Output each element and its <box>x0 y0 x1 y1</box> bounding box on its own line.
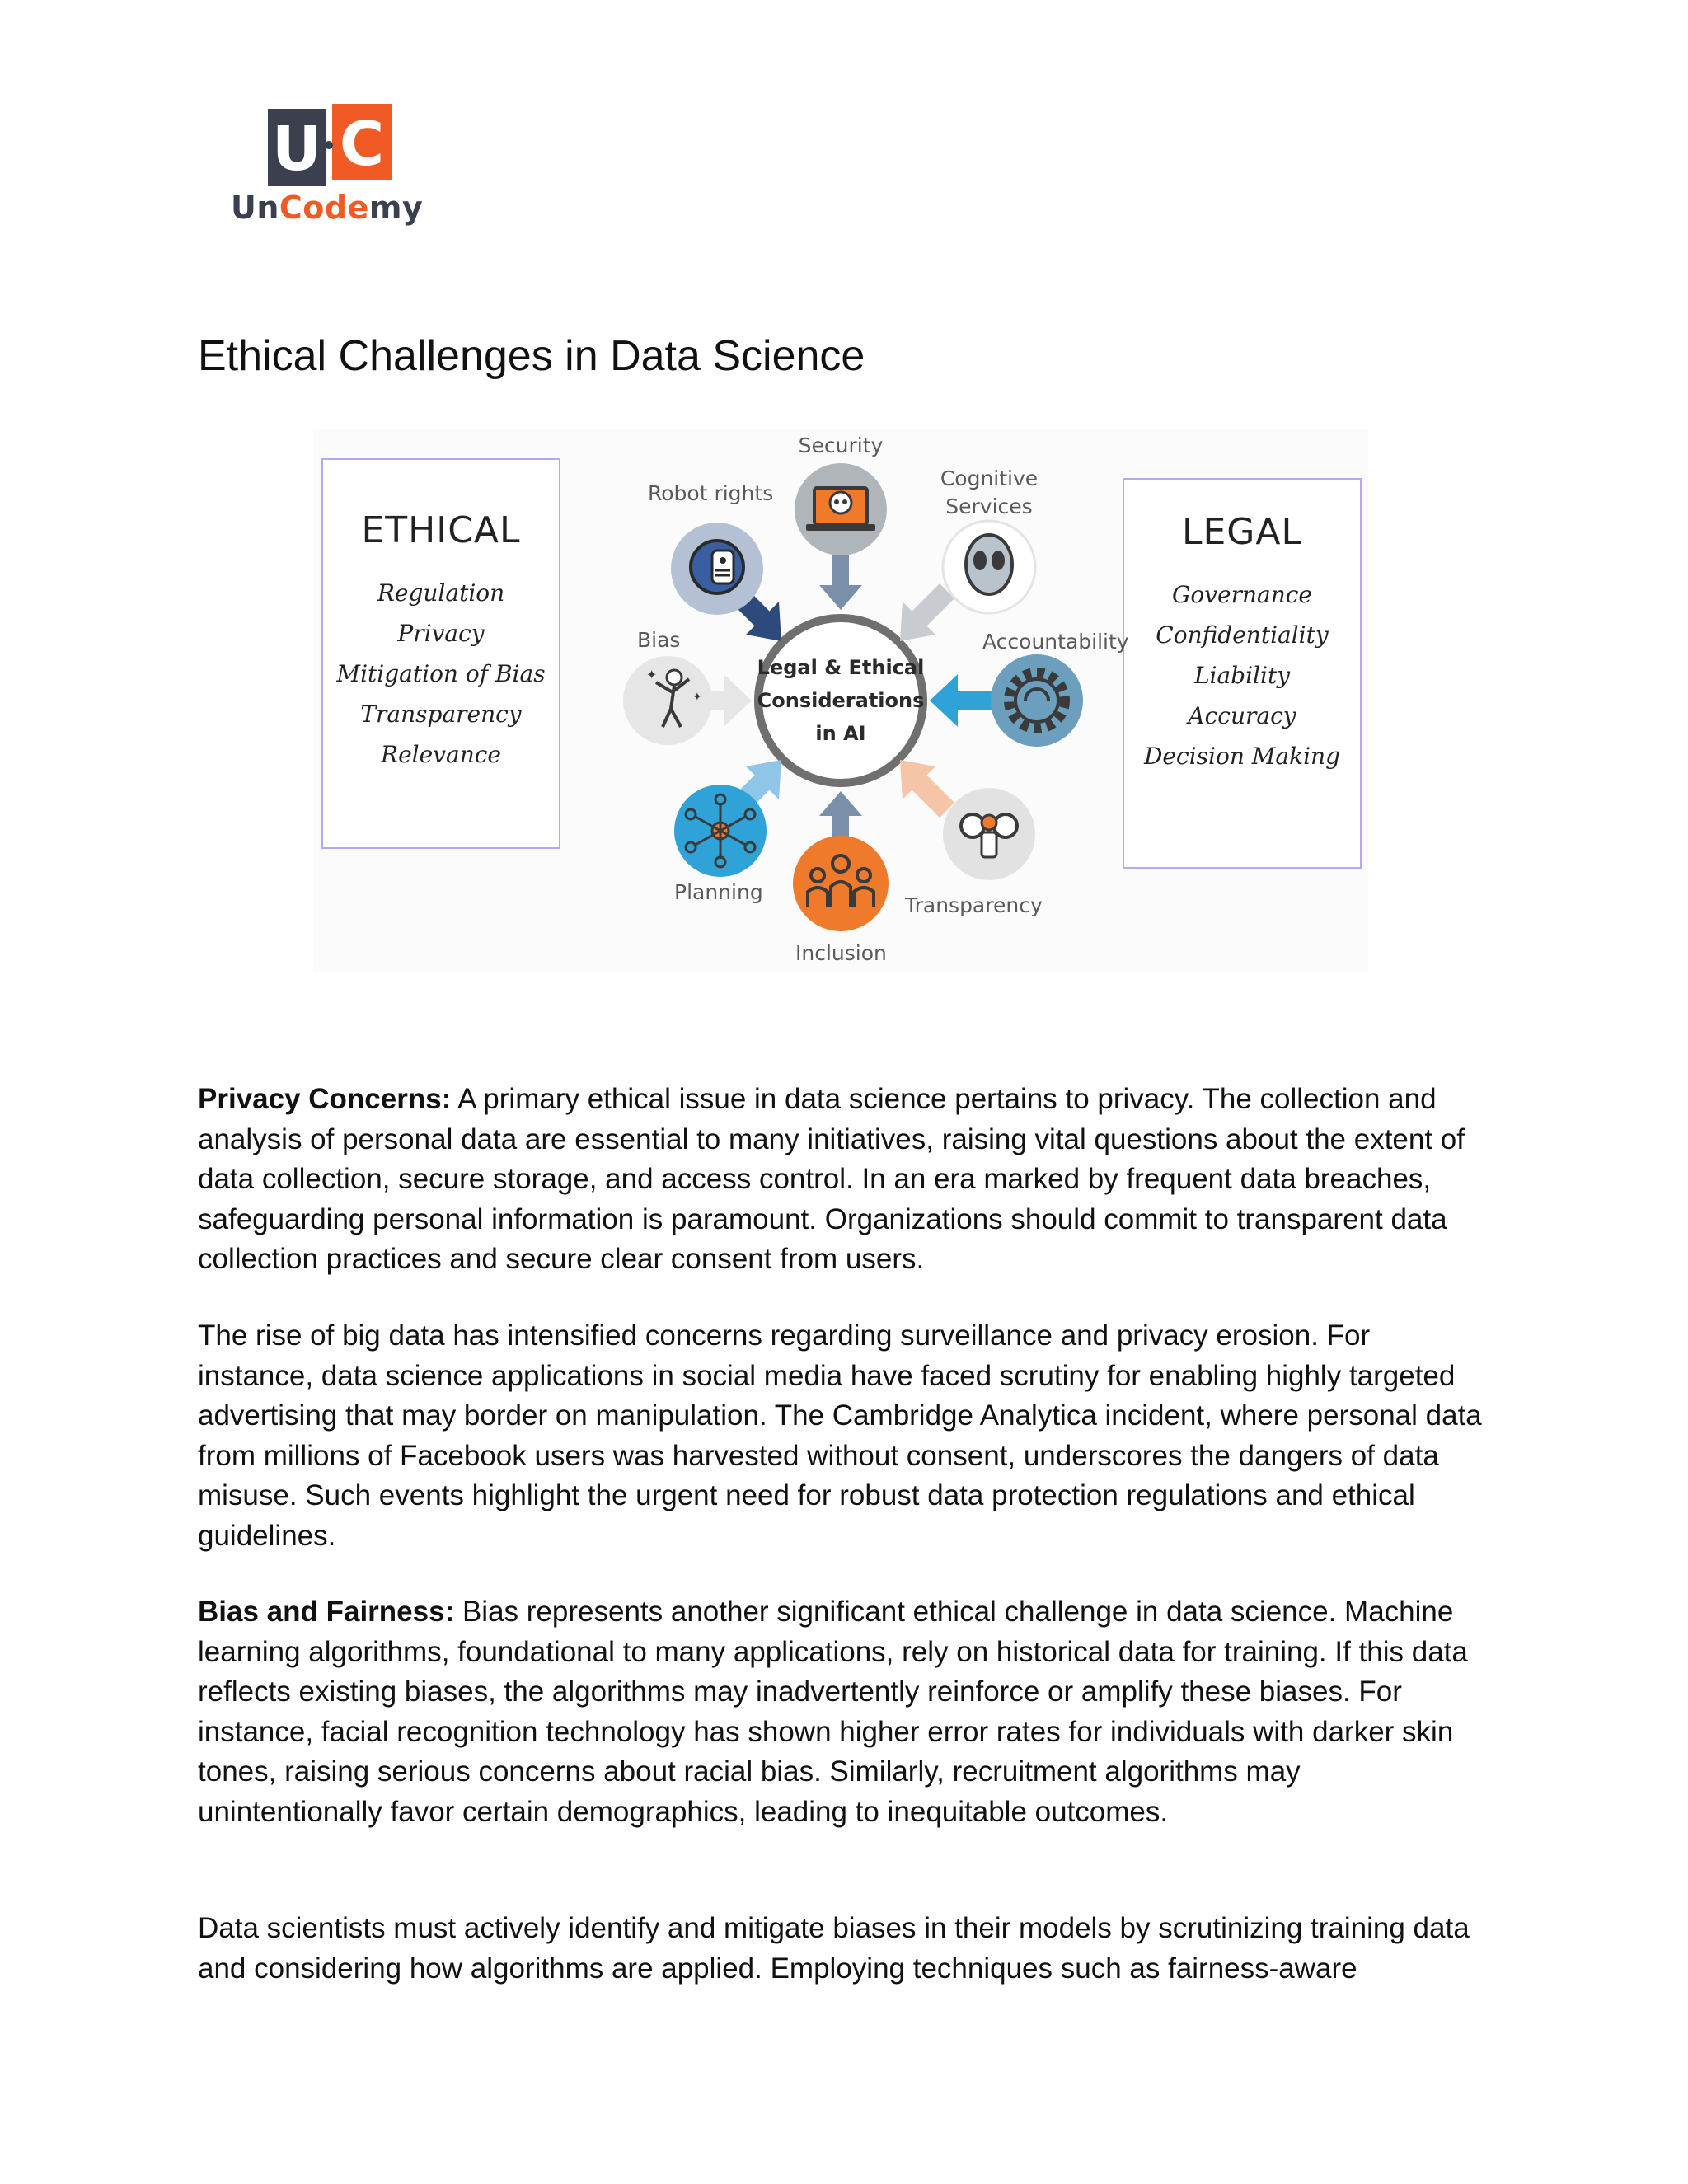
svg-text:✦: ✦ <box>646 667 658 682</box>
ethical-heading: ETHICAL <box>361 509 521 551</box>
logo-mark-u: U <box>271 114 322 185</box>
logo-mark-dot <box>325 141 333 149</box>
skull-laptop-icon <box>795 463 887 555</box>
logo-mark <box>268 104 392 186</box>
label-cognitive-services <box>933 465 1045 521</box>
page-title: Ethical Challenges in Data Science <box>198 332 865 380</box>
label-inclusion: Inclusion <box>795 941 887 965</box>
robot-head-icon <box>671 523 763 615</box>
logo-wordmark <box>231 190 423 226</box>
legal-item: Accuracy <box>1188 702 1296 729</box>
ethical-item: Privacy <box>397 620 485 647</box>
legal-item: Liability <box>1193 662 1291 689</box>
gear-cycle-icon <box>991 654 1083 747</box>
ethical-item: Regulation <box>377 579 505 607</box>
center-label-line: Considerations <box>757 689 925 712</box>
arrow-security <box>819 554 862 610</box>
paragraph-lead: Bias and Fairness: <box>198 1596 455 1628</box>
legal-item: Decision Making <box>1143 743 1340 770</box>
uncodemy-logo <box>228 102 426 234</box>
arrow-cognitive <box>900 583 954 641</box>
label-cognitive-line2: Services <box>945 494 1033 518</box>
center-label-line: Legal & Ethical <box>757 656 925 679</box>
center-label <box>742 651 940 750</box>
paragraph-privacy <box>198 1080 1492 1280</box>
logo-word-un: Un <box>231 190 279 226</box>
people-group-icon <box>793 836 889 931</box>
gears-person-icon <box>943 788 1035 880</box>
ethical-item: Transparency <box>360 701 522 728</box>
legal-item: Governance <box>1171 581 1312 608</box>
label-accountability: Accountability <box>982 630 1129 654</box>
legal-heading: LEGAL <box>1181 511 1303 553</box>
label-security: Security <box>798 434 884 457</box>
legal-box <box>1123 478 1362 869</box>
paragraph-text: A primary ethical issue in data science pertains to privacy. The collection and analysis of personal data are essential to many initiatives, raising vital questions about the extent of data collection, secure storage, and access control. In an era marked by frequent data breaches, safeguarding personal information is paramount. Organizations should commit to transparent data collection practices and secure clear consent from users. <box>198 1083 1465 1275</box>
label-transparency: Transparency <box>905 893 1043 917</box>
ethical-box <box>321 458 560 849</box>
paragraph-mitigation <box>198 1909 1492 1989</box>
label-robot-rights: Robot rights <box>648 481 774 505</box>
alien-icon <box>943 521 1035 613</box>
paragraph-big-data <box>198 1316 1492 1556</box>
label-planning: Planning <box>674 880 763 904</box>
label-bias: Bias <box>637 628 681 652</box>
logo-word-my: my <box>368 190 424 226</box>
label-cognitive-line1: Cognitive <box>940 466 1039 490</box>
paragraph-bias <box>198 1592 1492 1832</box>
center-label-line: in AI <box>815 722 866 745</box>
svg-text:✦: ✦ <box>692 691 702 704</box>
arrow-transparency <box>900 760 954 818</box>
logo-mark-c: C <box>339 109 385 180</box>
paragraph-text: The rise of big data has intensified concerns regarding surveillance and privacy erosion. For instance, data science applications in social media have faced scrutiny for enabling highly targeted advertising that may border on manipulation. The Cambridge Analytica incident, where personal data from millions of Facebook users was harvested without consent, underscores the dangers of data misuse. Such events highlight the urgent need for robust data protection regulations and ethical guidelines. <box>198 1319 1482 1552</box>
network-people-icon <box>674 785 767 877</box>
ethics-diagram <box>313 429 1368 972</box>
paragraph-text: Bias represents another significant ethical challenge in data science. Machine learning algorithms, foundational to many applications, rely on historical data for training. If this data reflects existing biases, the algorithms may inadvertently reinforce or amplify these biases. For instance, facial recognition technology has shown higher error rates for individuals with darker skin tones, raising serious concerns about racial bias. Similarly, recruitment algorithms may unintentionally favor certain demographics, leading to inequitable outcomes. <box>198 1596 1468 1828</box>
paragraph-lead: Privacy Concerns: <box>198 1083 452 1115</box>
paragraph-text: Data scientists must actively identify and mitigate biases in their models by scrutinizing training data and considering how algorithms are applied. Employing techniques such as fairness-aware <box>198 1912 1470 1985</box>
person-stars-icon <box>623 656 712 745</box>
ethical-item: Relevance <box>381 741 501 768</box>
legal-item: Confidentiality <box>1156 621 1329 649</box>
logo-word-code: Code <box>279 190 369 226</box>
ethical-item: Mitigation of Bias <box>336 660 546 687</box>
